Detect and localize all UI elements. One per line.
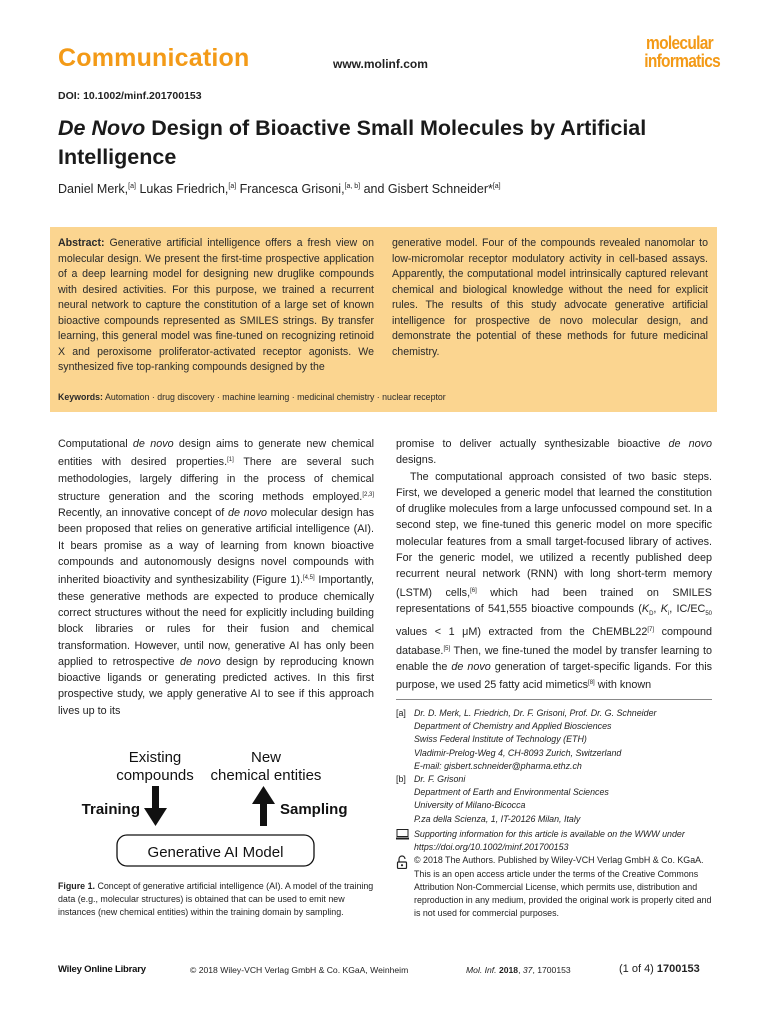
- affiliations: [396, 707, 714, 826]
- figure-caption: [58, 880, 374, 919]
- open-access-lock-icon: [396, 855, 409, 869]
- page-of: (1 of 4): [619, 963, 654, 975]
- journal-logo: [644, 33, 721, 71]
- abstract-right-column: [392, 236, 708, 360]
- footer-copyright: © 2018 Wiley-VCH Verlag GmbH & Co. KGaA, Weinheim: [190, 965, 409, 975]
- reference-link[interactable]: [4,5]: [302, 575, 315, 582]
- citation-year: 2018: [498, 965, 519, 975]
- title-rest: Design of Bioactive Small Molecules by Artificial Intelligence: [58, 116, 647, 169]
- author-affiliation: [a, b]: [344, 183, 361, 190]
- subscript: 50: [705, 611, 713, 618]
- author-affiliation: [a]: [228, 183, 237, 190]
- article-title: [58, 114, 708, 172]
- article-number: 1700153: [656, 963, 700, 975]
- model-label: Generative AI Model: [147, 844, 284, 861]
- abstract-text-right: generative model. Four of the compounds revealed nanomolar to low-micromolar receptor modulatory activity in cell-based assays. Apparently, the computational model intrinsically captured relevant chemical and biological knowledge without the need for explicit rules. The results of this study advocate generative artificial intelligence for prospective de novo molecular design, and demonstrate the potential of these methods for future medicinal chemistry.: [392, 237, 708, 358]
- new-line1: New: [250, 749, 282, 766]
- body-right-column: [396, 436, 712, 694]
- email-link[interactable]: E-mail: gisbert.schneider@pharma.ethz.ch: [414, 760, 582, 771]
- text-run: , IC/EC: [669, 602, 706, 615]
- supporting-info-text: Supporting information for this article is available on the WWW under https://doi.org/10.1002/minf.201700153: [414, 829, 685, 853]
- reference-link[interactable]: [5]: [443, 645, 451, 652]
- author-name: Francesca Grisoni,: [236, 182, 345, 196]
- logo-line-1: molecular: [646, 33, 713, 53]
- section-label: Communication: [58, 44, 250, 72]
- publisher-name[interactable]: Wiley Online Library: [58, 964, 146, 975]
- subscript: i: [667, 611, 670, 618]
- affiliation-line: Vladimir-Prelog-Weg 4, CH-8093 Zurich, Switzerland: [414, 747, 622, 758]
- text-italic: de novo: [668, 438, 712, 450]
- new-line2: chemical entities: [210, 767, 322, 784]
- reference-link[interactable]: [6]: [470, 587, 477, 594]
- text-run: ,: [653, 602, 661, 615]
- affiliation-line: Swiss Federal Institute of Technology (ETH): [414, 734, 587, 745]
- author-name: and Gisbert Schneider*: [360, 182, 493, 196]
- text-run: Computational: [58, 438, 133, 450]
- logo-line-2: informatics: [644, 51, 721, 71]
- citation-article: , 1700153: [532, 965, 571, 975]
- text-run: The computational approach consisted of two basic steps. First, we developed a generic model that learned the constitution of druglike molecules from a large unfocussed compound set. In a second step, we fine-tuned this generic model on more specific molecular features from a small target-focused library of actives. For the generic model, we utilized a recently published deep recurrent neural network (RNN) with long short-term memory (LSTM) cells,: [396, 470, 712, 599]
- reference-link[interactable]: [1]: [227, 457, 234, 464]
- sampling-arrow-icon: [252, 786, 275, 826]
- affiliation-line: University of Milano-Bicocca: [414, 800, 526, 811]
- text-run: design aims to generate new chemical entities with desired properties.: [58, 438, 375, 469]
- affiliation-line: Dr. F. Grisoni: [414, 774, 466, 785]
- footer-citation: Mol. Inf. 2018, 37, 1700153: [466, 965, 571, 975]
- text-italic: de novo: [132, 438, 174, 450]
- keywords-label: Keywords:: [58, 392, 103, 402]
- text-run: design by reproducing known bioactive ligands or generating predicted actives. In this first prospective study, we apply generative AI to see if this approach lives up to its: [58, 655, 375, 717]
- affiliation-divider: [396, 699, 712, 700]
- text-italic: de novo: [227, 507, 268, 520]
- license-notice: [396, 854, 714, 920]
- text-run: There are several such methodologies, largely differing in the process of chemical structure generation and the scoring methods employed.: [58, 456, 374, 503]
- text-run: which had been trained on SMILES representations of 541,555 bioactive compounds (: [396, 586, 712, 615]
- reference-link[interactable]: [2,3]: [362, 491, 374, 498]
- affiliation-tag: [a]: [396, 708, 406, 718]
- author-name: Lukas Friedrich,: [135, 182, 229, 196]
- text-italic: de novo: [451, 661, 491, 674]
- text-run: designs.: [396, 454, 437, 467]
- affiliation-line: Department of Chemistry and Applied Biosciences: [414, 721, 612, 732]
- article-notices: [396, 828, 714, 920]
- training-arrow-icon: [144, 786, 167, 826]
- text-run: Then, we fine-tuned the model by transfer learning to enable the: [396, 644, 712, 674]
- author-affiliation: [a]: [492, 183, 501, 190]
- text-run: generation of target-specific ligands. For this purpose, we used 25 fatty acid mimetics: [396, 661, 713, 692]
- reference-link[interactable]: [8]: [588, 680, 595, 687]
- subscript: D: [649, 611, 654, 618]
- page-number: [619, 963, 700, 975]
- journal-url[interactable]: www.molinf.com: [333, 57, 428, 71]
- affiliation-tag: [b]: [396, 774, 406, 785]
- body-paragraph: [58, 436, 374, 719]
- affiliation-line: Department of Earth and Environmental Sciences: [414, 787, 609, 798]
- abstract-text-left: Generative artificial intelligence offers a fresh view on molecular design. We present the first-time prospective application of a deep learning model for designing new druglike compounds with desired activities. For this purpose, we trained a recurrent neural network to capture the constitution of a large set of known bioactive compounds represented as SMILES strings. By transfer learning, this general model was fine-tuned on recognizing retinoid X and peroxisome proliferator-activated receptor agonists. We synthesized five top-ranking compounds designed by the: [58, 237, 374, 373]
- text-italic: de novo: [179, 655, 221, 668]
- affiliation-line: Dr. D. Merk, L. Friedrich, Dr. F. Grisoni, Prof. Dr. G. Schneider: [414, 708, 657, 718]
- abstract-label: Abstract:: [58, 237, 105, 249]
- text-run: molecular design has been proposed that relies on generative artificial intelligence (AI). It bears promise as a way of learning from known bioactive compounds and autonomously designs novel compounds with inherited bioactivity and synthesizability (Figure 1).: [58, 507, 375, 587]
- text-run: Recently, an innovative concept of: [58, 507, 228, 520]
- text-run: with known: [594, 679, 652, 692]
- license-text: © 2018 The Authors. Published by Wiley-VCH Verlag GmbH & Co. KGaA. This is an open access article under the terms of the Creative Commons Attribution Non-Commercial License, which permits use, distribution and reproduction in any medium, provided the original work is properly cited and is not used for commercial purposes.: [414, 855, 712, 919]
- figure-1-diagram: [62, 742, 372, 870]
- figure-caption-text: Concept of generative artificial intelligence (AI). A model of the training data (e.g., molecular structures) is obtained that can be used to emit new instances (new chemical entities) within the training domain by sampling.: [58, 881, 374, 917]
- body-paragraph: [396, 436, 712, 469]
- text-run: compound database.: [396, 626, 712, 657]
- author-affiliation: [a]: [128, 183, 136, 190]
- keywords-list: Automation · drug discovery · machine learning · medicinal chemistry · nuclear receptor: [104, 392, 446, 402]
- body-left-column: [58, 436, 374, 719]
- doi[interactable]: DOI: 10.1002/minf.201700153: [58, 90, 202, 102]
- affiliation-b: [396, 773, 714, 826]
- abstract-left-column: [58, 236, 374, 376]
- text-italic: K: [641, 602, 650, 615]
- supporting-info-notice[interactable]: [396, 828, 714, 854]
- affiliation-a: [396, 707, 714, 773]
- training-label: Training: [81, 801, 140, 818]
- text-run: values < 1 μM) extracted from the ChEMBL22: [396, 626, 648, 639]
- computer-icon: [396, 829, 409, 840]
- affiliation-line: P.za della Scienza, 1, IT-20126 Milan, Italy: [414, 813, 581, 824]
- text-italic: K: [660, 602, 668, 615]
- author-name: Daniel Merk,: [58, 182, 129, 196]
- text-run: Importantly, these generative methods are expected to produce chemically correct structures without the need for explicitly including building block libraries or rules for their fusion and chemical transformation. However, until now, generative AI has only been applied to retrospective: [58, 574, 375, 668]
- text-run: promise to deliver actually synthesizable bioactive: [396, 438, 669, 450]
- citation-volume: 37: [522, 965, 533, 975]
- sampling-label: Sampling: [280, 801, 348, 818]
- figure-caption-label: Figure 1.: [58, 881, 95, 891]
- existing-line2: compounds: [116, 767, 194, 784]
- citation-journal: Mol. Inf.: [466, 965, 497, 975]
- author-list: [58, 182, 501, 196]
- existing-line1: Existing: [128, 749, 182, 766]
- title-italic: De Novo: [58, 116, 146, 140]
- reference-link[interactable]: [7]: [647, 627, 655, 634]
- keywords: [58, 392, 446, 402]
- body-paragraph: [396, 469, 712, 694]
